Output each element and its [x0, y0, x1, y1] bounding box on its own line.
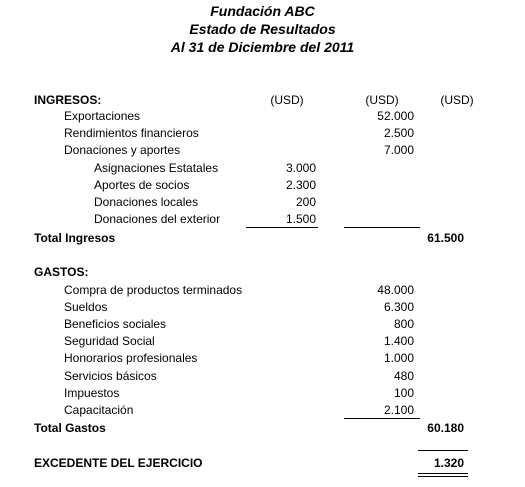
statement-date: Al 31 de Diciembre del 2011 — [170, 39, 355, 55]
ingreso-label-donaciones: Donaciones y aportes — [64, 143, 181, 157]
currency-header-col3: (USD) — [440, 93, 474, 107]
gasto-value-capacitacion: 2.100 — [383, 403, 414, 417]
total-ingresos-value: 61.500 — [427, 231, 464, 245]
gasto-label-capacitacion: Capacitación — [64, 403, 134, 417]
subitem-value-locales: 200 — [295, 195, 316, 209]
ingreso-label-exportaciones: Exportaciones — [64, 109, 141, 123]
gasto-value-honorarios: 1.000 — [383, 351, 414, 365]
subitem-value-exterior: 1.500 — [285, 212, 316, 226]
ingreso-label-rendimientos: Rendimientos financieros — [64, 126, 199, 140]
gastos-heading: GASTOS: — [34, 265, 89, 279]
statement-title: Estado de Resultados — [189, 21, 336, 37]
ingreso-value-rendimientos: 2.500 — [383, 126, 414, 140]
gasto-label-honorarios: Honorarios profesionales — [64, 351, 198, 365]
gasto-label-impuestos: Impuestos — [64, 386, 120, 400]
gasto-label-beneficios: Beneficios sociales — [64, 317, 167, 331]
gasto-value-impuestos: 100 — [393, 386, 414, 400]
currency-header-col2: (USD) — [365, 93, 399, 107]
total-gastos-label: Total Gastos — [34, 421, 106, 435]
excedente-top-rule — [418, 450, 468, 451]
subtotal-underline-col1 — [246, 227, 318, 228]
ingreso-value-exportaciones: 52.000 — [377, 109, 414, 123]
ingresos-heading: INGRESOS: — [34, 93, 102, 107]
currency-header-col1: (USD) — [270, 93, 304, 107]
subitem-value-aportes: 2.300 — [285, 178, 316, 192]
subitem-label-locales: Donaciones locales — [94, 195, 199, 209]
gasto-value-beneficios: 800 — [393, 317, 414, 331]
excedente-label: EXCEDENTE DEL EJERCICIO — [34, 456, 203, 470]
gastos-underline — [344, 418, 420, 419]
subitem-label-asignaciones: Asignaciones Estatales — [94, 161, 219, 175]
gasto-value-seguridad: 1.400 — [383, 334, 414, 348]
gasto-value-servicios: 480 — [393, 369, 414, 383]
ingreso-value-donaciones: 7.000 — [383, 143, 414, 157]
subitem-value-asignaciones: 3.000 — [285, 161, 316, 175]
subitem-label-exterior: Donaciones del exterior — [94, 212, 221, 226]
total-ingresos-label: Total Ingresos — [34, 231, 116, 245]
gasto-value-compra: 48.000 — [377, 283, 414, 297]
gasto-label-seguridad: Seguridad Social — [64, 334, 155, 348]
gasto-label-compra: Compra de productos terminados — [64, 283, 243, 297]
excedente-value: 1.320 — [433, 456, 464, 470]
total-gastos-value: 60.180 — [427, 421, 464, 435]
subtotal-underline-col2 — [344, 227, 420, 228]
subitem-label-aportes: Aportes de socios — [94, 178, 190, 192]
gasto-value-sueldos: 6.300 — [383, 300, 414, 314]
organization-name: Fundación ABC — [210, 3, 315, 19]
excedente-double-rule-2 — [418, 476, 468, 477]
excedente-double-rule-1 — [418, 473, 468, 474]
gasto-label-sueldos: Sueldos — [64, 300, 108, 314]
gasto-label-servicios: Servicios básicos — [64, 369, 157, 383]
